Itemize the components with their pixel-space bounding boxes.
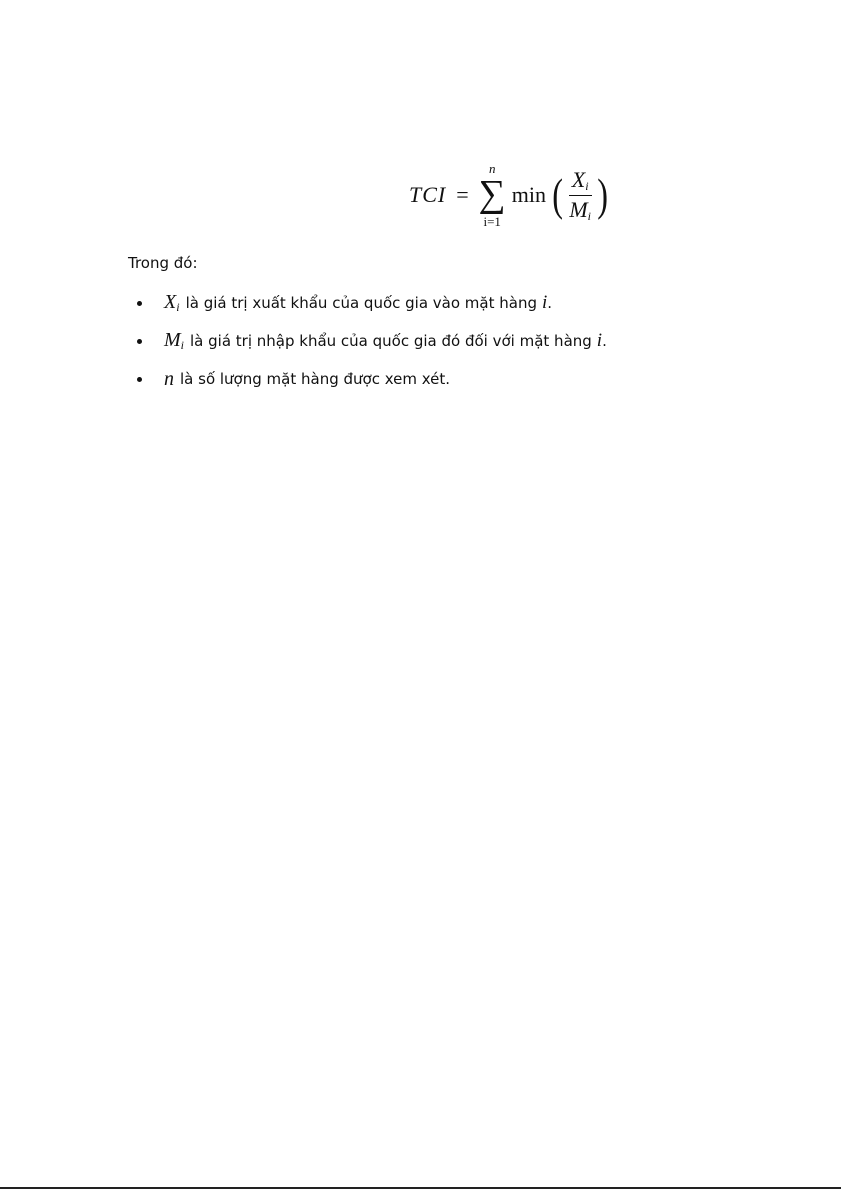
list-item: $M_i$ là giá trị nhập khẩu của quốc gia đó đối với mặt hàng i .: [130, 322, 607, 360]
min-function: min: [511, 182, 546, 207]
item-text: là giá trị xuất khẩu của quốc gia vào mặt hàng: [185, 294, 537, 312]
fraction-numerator: $X_i$: [569, 169, 592, 196]
item-text: là số lượng mặt hàng được xem xét.: [180, 370, 451, 388]
tci-formula: [409, 160, 610, 230]
index-symbol: i: [596, 330, 603, 351]
left-paren: (: [552, 169, 564, 220]
sum-upper-limit: n: [488, 161, 496, 176]
intro-text: Trong đó:: [128, 254, 198, 272]
variable-symbol: $M_i$: [164, 329, 185, 352]
index-symbol: i: [542, 292, 548, 313]
formula-equals: =: [456, 182, 469, 207]
variable-symbol: n: [164, 367, 174, 390]
definition-list: [130, 284, 607, 398]
variable-symbol: $X_i$: [164, 291, 180, 314]
list-item: [130, 360, 607, 398]
sum-lower-limit: i=1: [483, 214, 501, 229]
list-item: $X_i$ là giá trị xuất khẩu của quốc gia vào mặt hàng i .: [130, 284, 607, 322]
formula-lhs: TCI: [409, 182, 447, 207]
sigma-symbol: ∑: [478, 173, 506, 215]
fraction-denominator: $M_i$: [569, 196, 591, 223]
item-text: là giá trị nhập khẩu của quốc gia đó đối với mặt hàng: [190, 332, 592, 350]
summation: [479, 162, 506, 228]
fraction: [566, 166, 594, 223]
right-paren: ): [597, 169, 609, 220]
page-bottom-border: [0, 1187, 841, 1189]
